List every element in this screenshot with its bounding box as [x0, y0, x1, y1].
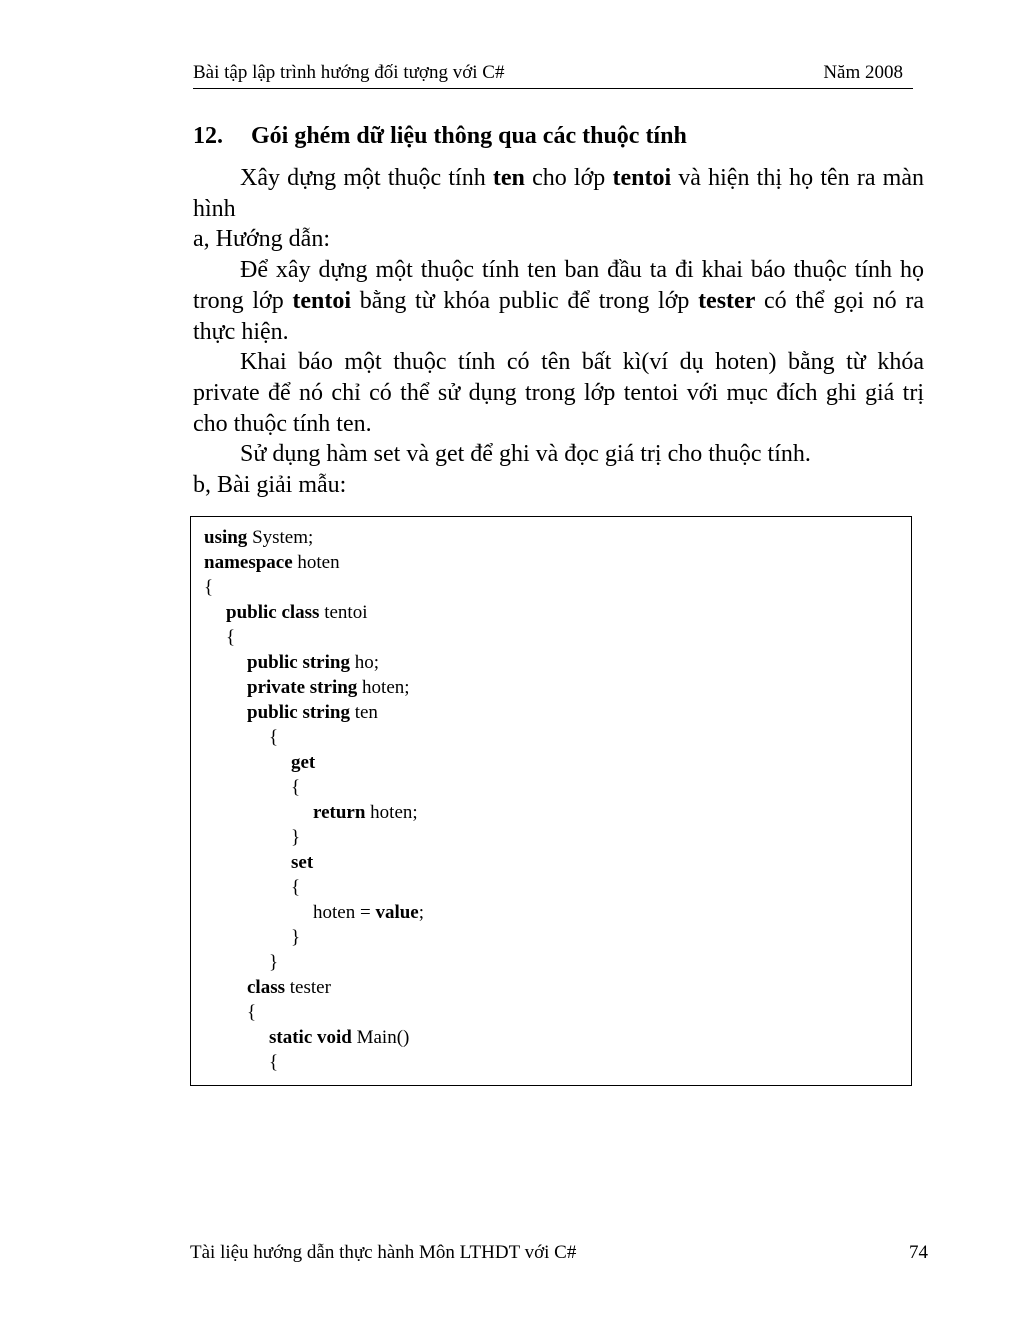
code-line: set: [291, 852, 314, 873]
code-line: {: [204, 577, 214, 598]
code-line: }: [269, 952, 279, 973]
code-listing: [190, 516, 912, 1086]
text-run: có thể gọi nó ra thực hiện.: [193, 287, 924, 345]
section-number: 12.: [193, 123, 223, 149]
paragraph-guide-1: [193, 255, 924, 347]
code-line: {: [291, 777, 301, 798]
text-run: Để xây dựng một thuộc tính ten ban đầu ta đi khai báo thuộc tính họ trong lớp: [193, 257, 924, 314]
page-header: [193, 60, 913, 89]
paragraph-guide-3: Sử dụng hàm set và get để ghi và đọc giá trị cho thuộc tính.: [240, 441, 811, 468]
text-run: và hiện thị họ tên ra màn hình: [193, 165, 925, 222]
section-heading: [193, 119, 687, 153]
paragraph-guide-label: a, Hướng dẫn:: [193, 226, 331, 253]
code-line: public string ten: [247, 702, 378, 723]
code-line: return hoten;: [313, 802, 418, 823]
code-line: class tester: [247, 977, 331, 998]
header-year: Năm 2008: [823, 62, 903, 83]
code-line: {: [269, 727, 279, 748]
code-line: get: [291, 752, 316, 773]
code-line: {: [269, 1052, 279, 1073]
paragraph-solution-label: b, Bài giải mẫu:: [193, 472, 347, 499]
bold-run: tester: [698, 287, 756, 314]
code-line: static void Main(): [269, 1027, 410, 1048]
bold-run: tentoi: [292, 287, 352, 314]
code-line: {: [247, 1002, 257, 1023]
page-footer: [190, 1240, 930, 1266]
code-line: {: [226, 627, 236, 648]
code-line: namespace hoten: [204, 552, 340, 573]
code-line: {: [291, 877, 301, 898]
code-line: private string hoten;: [247, 677, 410, 698]
code-line: }: [291, 927, 301, 948]
section-title: Gói ghém dữ liệu thông qua các thuộc tính: [251, 123, 687, 149]
text-run: bằng từ khóa public để trong lớp: [351, 287, 699, 314]
bold-run: ten: [492, 165, 525, 191]
text-run: cho lớp: [524, 165, 613, 191]
page-number: 74: [909, 1242, 928, 1263]
text-run: Xây dựng một thuộc tính: [240, 165, 493, 191]
bold-run: tentoi: [612, 165, 672, 191]
document-body: [193, 163, 924, 501]
code-line: public string ho;: [247, 652, 379, 673]
paragraph-intro: [193, 163, 924, 224]
header-title: Bài tập lập trình hướng đối tượng với C#: [193, 62, 505, 83]
code-line: using System;: [204, 527, 314, 548]
paragraph-guide-2: Khai báo một thuộc tính có tên bất kì(ví dụ hoten) bằng từ khóa private để nó chỉ có thể sử dụng trong lớp tentoi với mục đích ghi giá trị cho thuộc tính ten.: [193, 349, 924, 437]
footer-text: Tài liệu hướng dẫn thực hành Môn LTHDT với C#: [190, 1242, 577, 1263]
code-line: hoten = value;: [313, 902, 424, 923]
code-line: public class tentoi: [226, 602, 368, 623]
code-line: }: [291, 827, 301, 848]
